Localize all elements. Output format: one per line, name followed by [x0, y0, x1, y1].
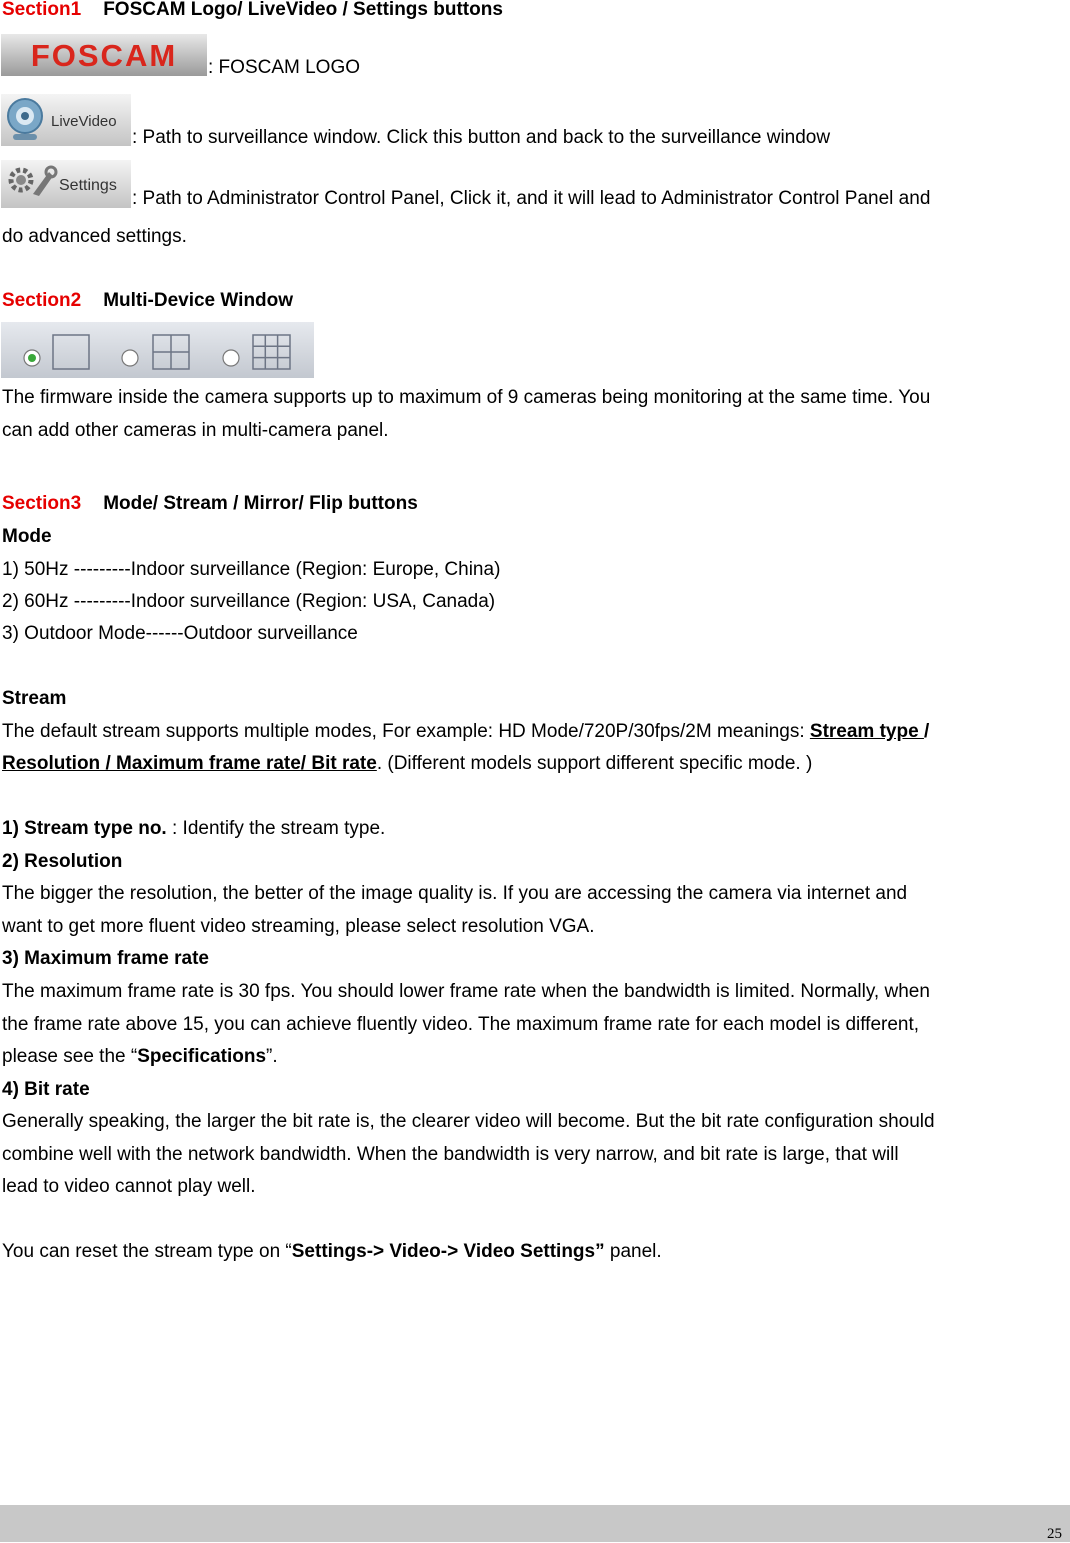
svg-text:LiveVideo: LiveVideo — [51, 113, 117, 130]
settings-description: : Path to Administrator Control Panel, Click it, and it will lead to Administrator Control Panel and — [132, 188, 931, 209]
resolution-heading: 2) Resolution — [2, 851, 123, 872]
svg-text:Settings: Settings — [59, 177, 117, 194]
page-number: 25 — [1047, 1526, 1062, 1542]
resolution-para-line1: The bigger the resolution, the better of the image quality is. If you are accessing the camera via internet and — [2, 883, 908, 904]
specifications-ref: Specifications — [137, 1046, 267, 1067]
section1-label: Section1 — [2, 0, 82, 20]
livevideo-button[interactable] — [1, 94, 131, 146]
settings-path: Settings-> Video-> Video Settings” — [291, 1241, 605, 1262]
foscam-logo — [1, 34, 207, 76]
section3-heading — [2, 493, 418, 515]
logo-description: : FOSCAM LOGO — [208, 57, 361, 78]
section1-heading — [2, 0, 503, 21]
mode-item: 3) Outdoor Mode------Outdoor surveillance — [2, 623, 358, 644]
footer-bar — [0, 1505, 1070, 1542]
section3-title: Mode/ Stream / Mirror/ Flip buttons — [103, 493, 418, 514]
frame-rate-heading: 3) Maximum frame rate — [2, 948, 209, 969]
reset-stream-note: You can reset the stream type on “Settings-> Video-> Video Settings” panel. — [2, 1241, 662, 1262]
quad-view-radio — [122, 350, 138, 366]
mode-heading: Mode — [2, 526, 52, 547]
nine-view-radio — [223, 350, 239, 366]
bit-rate-heading: 4) Bit rate — [2, 1079, 90, 1100]
frame-rate-para-line1: The maximum frame rate is 30 fps. You should lower frame rate when the bandwidth is limited. Normally, when — [2, 981, 930, 1002]
bit-rate-para-line2: combine well with the network bandwidth. When the bandwidth is very narrow, and bit rate is large, that will — [2, 1144, 899, 1165]
stream-type-no: 1) Stream type no. : Identify the stream type. — [2, 818, 386, 839]
livevideo-description: : Path to surveillance window. Click this button and back to the surveillance window — [132, 127, 831, 148]
stream-components-link: Resolution / Maximum frame rate/ Bit rate — [2, 753, 377, 774]
multi-device-selector — [1, 322, 314, 378]
mode-item: 1) 50Hz ---------Indoor surveillance (Region: Europe, China) — [2, 559, 501, 580]
settings-description-cont: do advanced settings. — [2, 226, 187, 247]
stream-para-line1: The default stream supports multiple modes, For example: HD Mode/720P/30fps/2M meanings: Stream type / — [2, 721, 930, 742]
section2-label: Section2 — [2, 290, 82, 311]
section2-heading — [2, 290, 293, 312]
svg-text:FOSCAM: FOSCAM — [30, 38, 178, 73]
frame-rate-para-line3: please see the “Specifications”. — [2, 1046, 278, 1067]
stream-type-link: Stream type — [809, 721, 924, 742]
stream-para-line2: Resolution / Maximum frame rate/ Bit rate. (Different models support different specific mode. ) — [2, 753, 813, 774]
bit-rate-para-line1: Generally speaking, the larger the bit rate is, the clearer video will become. But the bit rate configuration should — [2, 1111, 935, 1132]
stream-heading: Stream — [2, 688, 67, 709]
single-view-radio — [24, 350, 40, 366]
frame-rate-para-line2: the frame rate above 15, you can achieve fluently video. The maximum frame rate for each model is different, — [2, 1014, 920, 1035]
section1-title: FOSCAM Logo/ LiveVideo / Settings buttons — [103, 0, 503, 20]
section2-para-line1: The firmware inside the camera supports up to maximum of 9 cameras being monitoring at the same time. You — [2, 387, 931, 408]
section2-title: Multi-Device Window — [103, 290, 294, 311]
resolution-para-line2: want to get more fluent video streaming, please select resolution VGA. — [2, 916, 595, 937]
settings-button[interactable] — [1, 160, 131, 208]
bit-rate-para-line3: lead to video cannot play well. — [2, 1176, 256, 1197]
section3-label: Section3 — [2, 493, 82, 514]
section2-para-line2: can add other cameras in multi-camera panel. — [2, 420, 389, 441]
mode-item: 2) 60Hz ---------Indoor surveillance (Region: USA, Canada) — [2, 591, 496, 612]
